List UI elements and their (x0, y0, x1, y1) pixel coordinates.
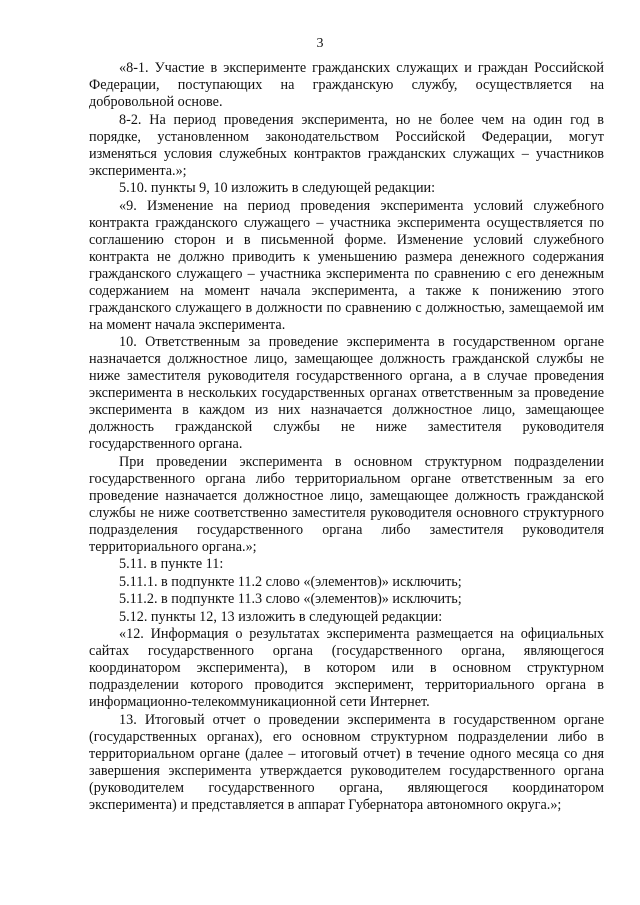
paragraph-5-11-2: 5.11.2. в подпункте 11.3 слово «(элементов)» исключить; (119, 591, 462, 607)
paragraph-12: «12. Информация о результатах эксперимента размещается на официальных сайтах государственного органа (государственного органа, являющегося координатором эксперимента), в котором или в основном структурном подразделении которого проводится эксперимент, территориального органа в информационно-телекоммуникационной сети Интернет. (89, 626, 604, 710)
paragraph-8-1: «8-1. Участие в эксперименте гражданских служащих и граждан Российской Федерации, поступающих на гражданскую службу, осуществляется на добровольной основе. (89, 60, 604, 110)
paragraph-5-11: 5.11. в пункте 11: (119, 556, 224, 572)
paragraph-10-continued: При проведении эксперимента в основном структурном подразделении государственного органа либо территориальном органе ответственным за его проведение назначается должностное лицо, замещающее должность гражданской службы не ниже соответственно заместителя руководителя основного структурного подразделения государственного органа либо заместителя руководителя территориального органа.»; (89, 453, 604, 555)
paragraph-5-10: 5.10. пункты 9, 10 изложить в следующей редакции: (119, 180, 436, 196)
document-body (89, 60, 604, 814)
paragraph-8-2: 8-2. На период проведения эксперимента, но не более чем на один год в порядке, установленном законодательством Российской Федерации, могут изменяться условия служебных контрактов гражданских служащих – участников эксперимента.»; (89, 111, 604, 179)
paragraph-5-12: 5.12. пункты 12, 13 изложить в следующей редакции: (119, 608, 443, 625)
paragraph-9: «9. Изменение на период проведения эксперимента условий служебного контракта гражданского служащего – участника эксперимента осуществляется по соглашению сторон и в письменной форме. Изменение условий служебного контракта не должно приводить к уменьшению размера денежного содержания гражданского служащего – участника эксперимента по сравнению с его денежным содержанием на момент начала эксперимента, а также к понижению этого гражданского служащего в должности по сравнению с должностью, замещаемой им на момент начала эксперимента. (89, 197, 604, 333)
paragraph-10: 10. Ответственным за проведение эксперимента в государственном органе назначается должностное лицо, замещающее должность гражданской службы не ниже заместителя руководителя государственного органа, а в случае проведения эксперимента в нескольких государственных органах ответственным за проведение эксперимента в каждом из них назначается должностное лицо, замещающее должность гражданской службы не ниже заместителя руководителя государственного органа. (89, 334, 604, 452)
paragraph-13: 13. Итоговый отчет о проведении эксперимента в государственном органе (государственных органах), его основном структурном подразделении либо в территориальном органе (далее – итоговый отчет) в течение одного месяца со дня завершения эксперимента утверждается руководителем государственного органа (руководителем государственного органа, являющегося координатором эксперимента) и представляется в аппарат Губернатора автономного округа.»; (89, 711, 604, 813)
paragraph-5-11-1: 5.11.1. в подпункте 11.2 слово «(элементов)» исключить; (119, 573, 462, 590)
page-number: 3 (316, 36, 324, 51)
